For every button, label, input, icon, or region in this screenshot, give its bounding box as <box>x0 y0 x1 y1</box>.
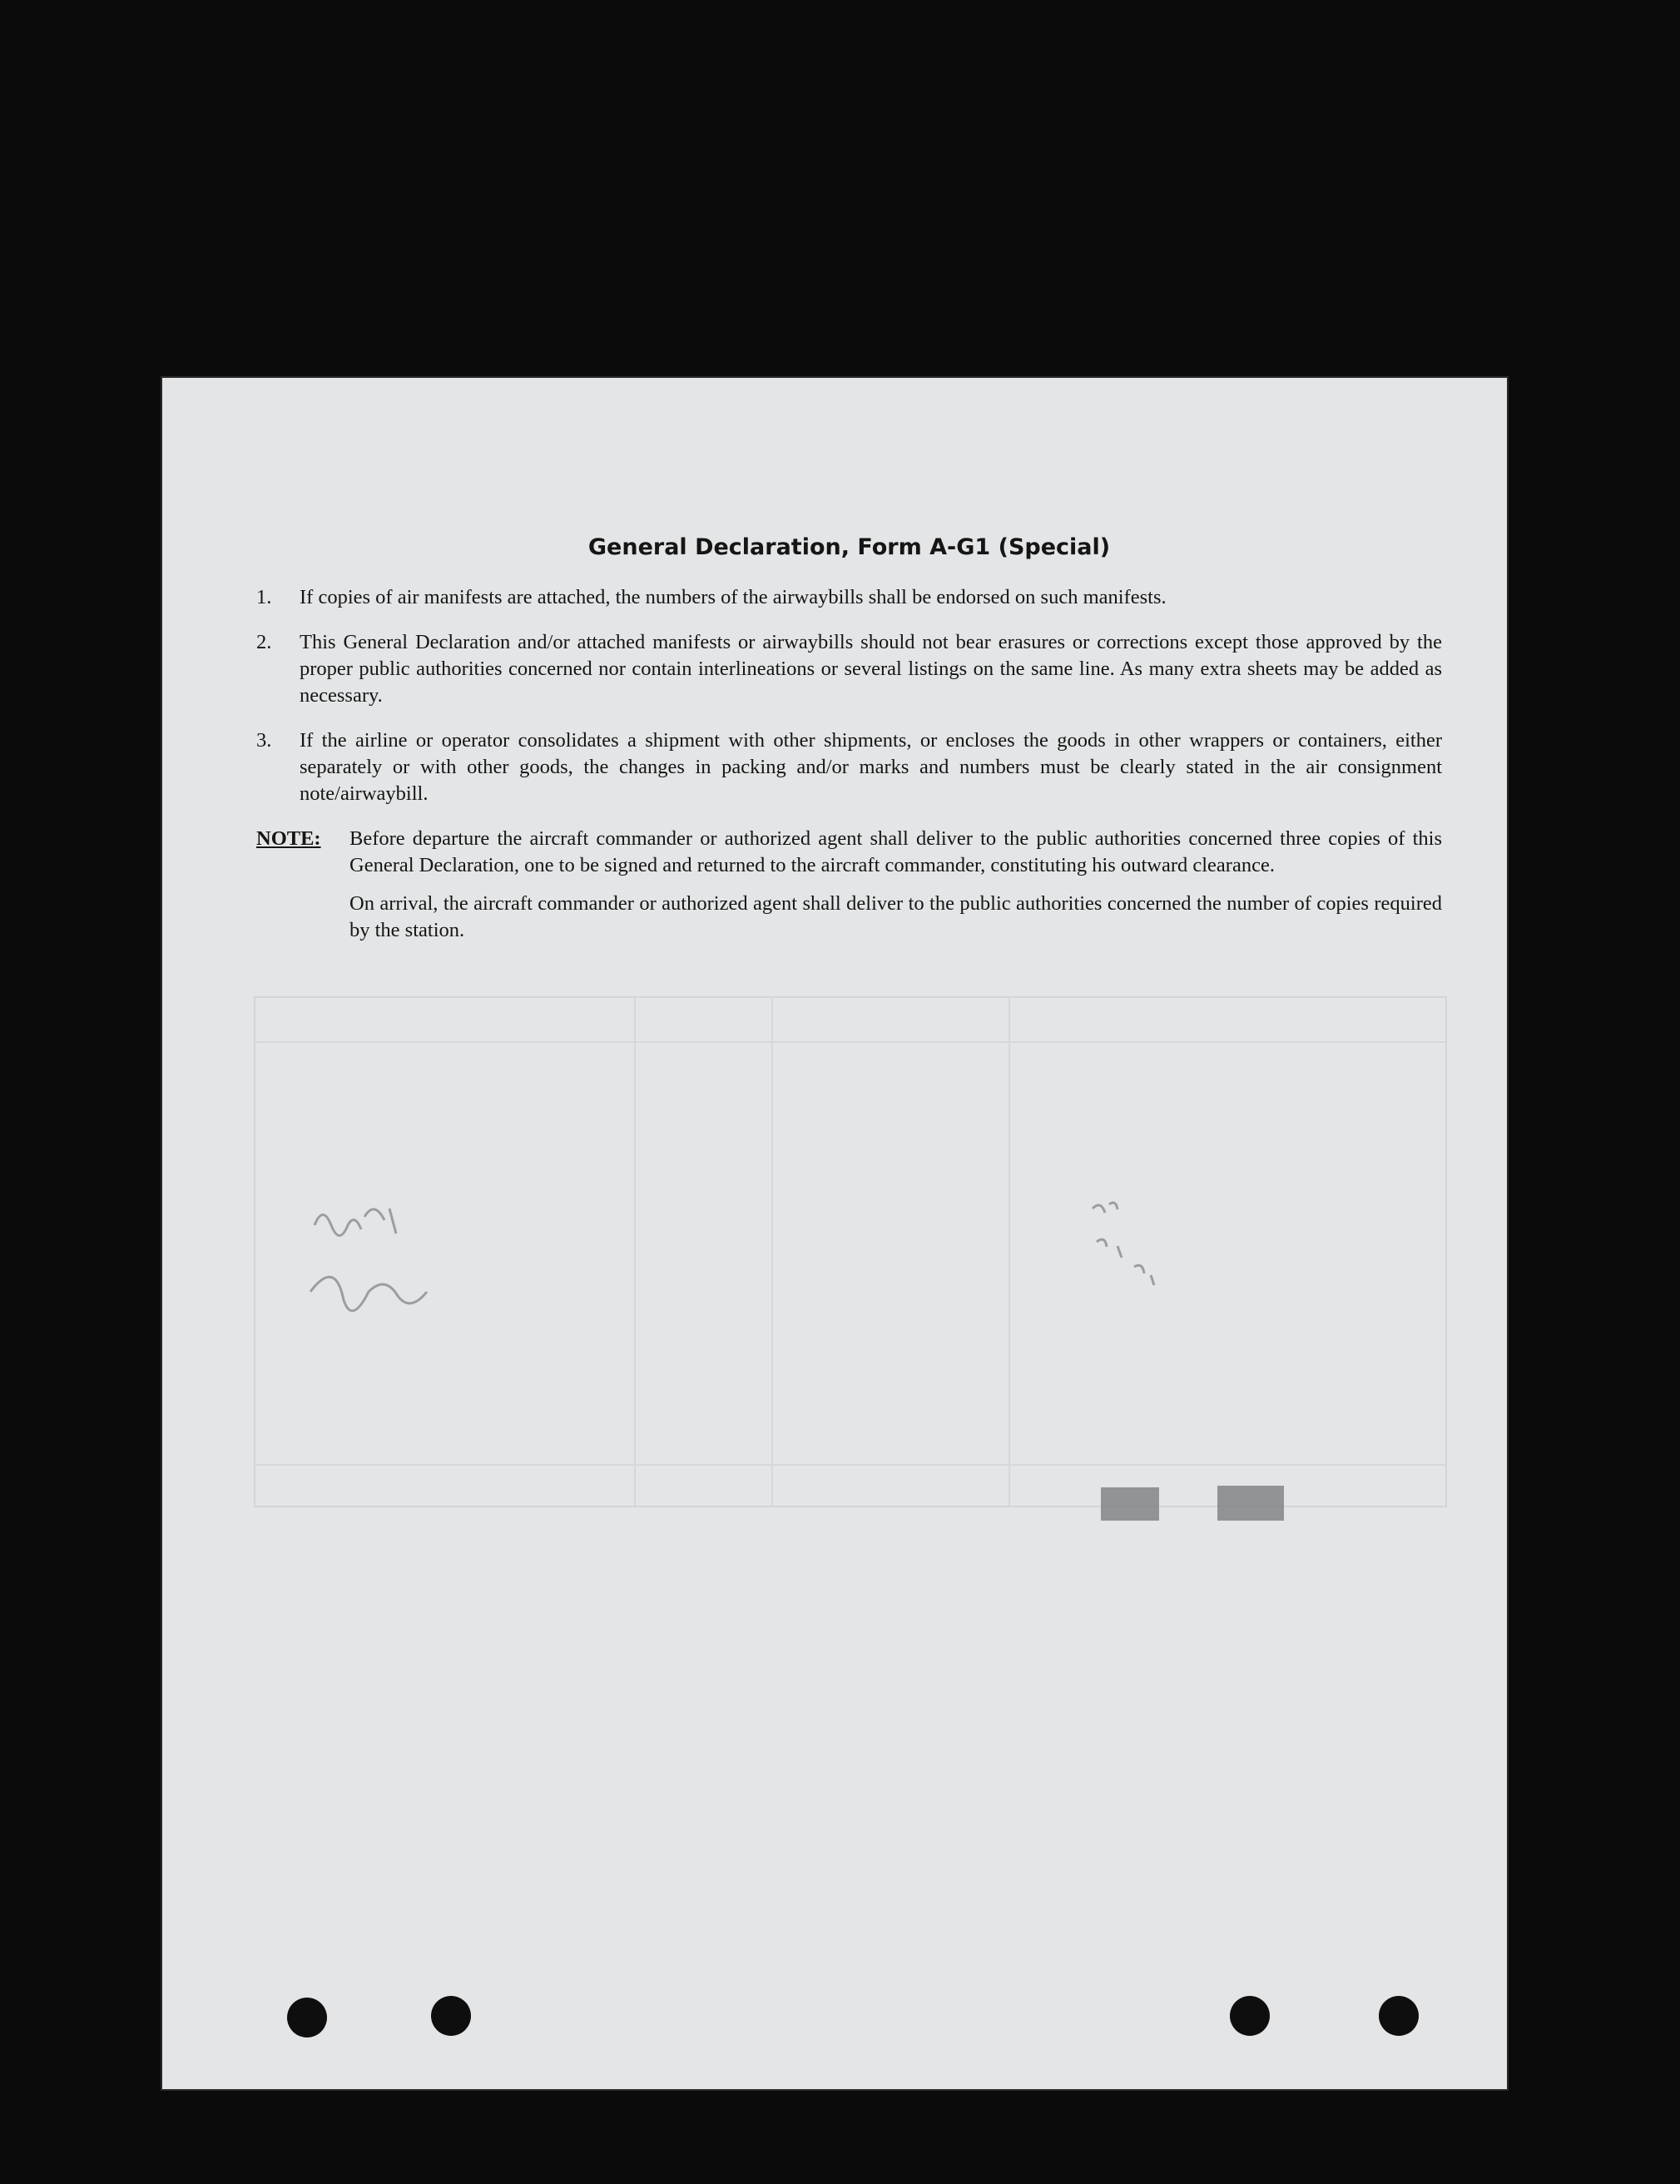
pencil-annotation-mark <box>1084 1192 1184 1317</box>
reversed-stamp-glyphs <box>1101 1479 1301 1529</box>
item-text: If the airline or operator consolidates a shipment with other shipments, or encloses the goods in other wrappers or containers, either separately or with other goods, the changes in packing and/or marks and numbers must be clearly stated in the air consignment note/airwaybill. <box>300 729 1442 805</box>
instruction-item <box>256 629 1442 709</box>
item-number: 2. <box>256 631 272 653</box>
bleed-through-line <box>255 1464 1445 1466</box>
item-text: If copies of air manifests are attached, the numbers of the airwaybills shall be endorsed on such manifests. <box>300 586 1167 608</box>
note-paragraph: Before departure the aircraft commander or authorized agent shall deliver to the public authorities concerned three copies of this General Declaration, one to be signed and returned to the aircraft commander, constituting his outward clearance. <box>349 827 1442 876</box>
bleed-through-line <box>634 998 636 1506</box>
instruction-item <box>256 584 1442 611</box>
reversed-stamp-mark <box>1101 1479 1301 1538</box>
instructions-block <box>256 534 1442 969</box>
bleed-through-line <box>1008 998 1010 1506</box>
document-page <box>161 376 1509 2091</box>
item-number: 3. <box>256 729 272 752</box>
note-body <box>349 826 1442 956</box>
note-paragraph: On arrival, the aircraft commander or authorized agent shall deliver to the public authorities concerned the number of copies required by the station. <box>349 892 1442 941</box>
note-section <box>256 826 1442 956</box>
bleed-through-line <box>255 1041 1445 1043</box>
instruction-item <box>256 727 1442 807</box>
bleed-through-line <box>771 998 773 1506</box>
item-number: 1. <box>256 586 272 608</box>
punch-hole <box>287 1998 327 2038</box>
note-label: NOTE: <box>256 827 321 850</box>
document-title: General Declaration, Form A-G1 (Special) <box>587 534 1111 560</box>
punch-hole <box>431 1996 471 2036</box>
item-text: This General Declaration and/or attached manifests or airwaybills should not bear erasures or corrections except those approved by the proper public authorities concerned nor contain interlineations or several listings on the same line. As many extra sheets may be added as necessary. <box>300 631 1442 707</box>
punch-hole <box>1379 1996 1419 2036</box>
punch-hole <box>1230 1996 1270 2036</box>
pencil-annotation-mark <box>306 1192 498 1342</box>
